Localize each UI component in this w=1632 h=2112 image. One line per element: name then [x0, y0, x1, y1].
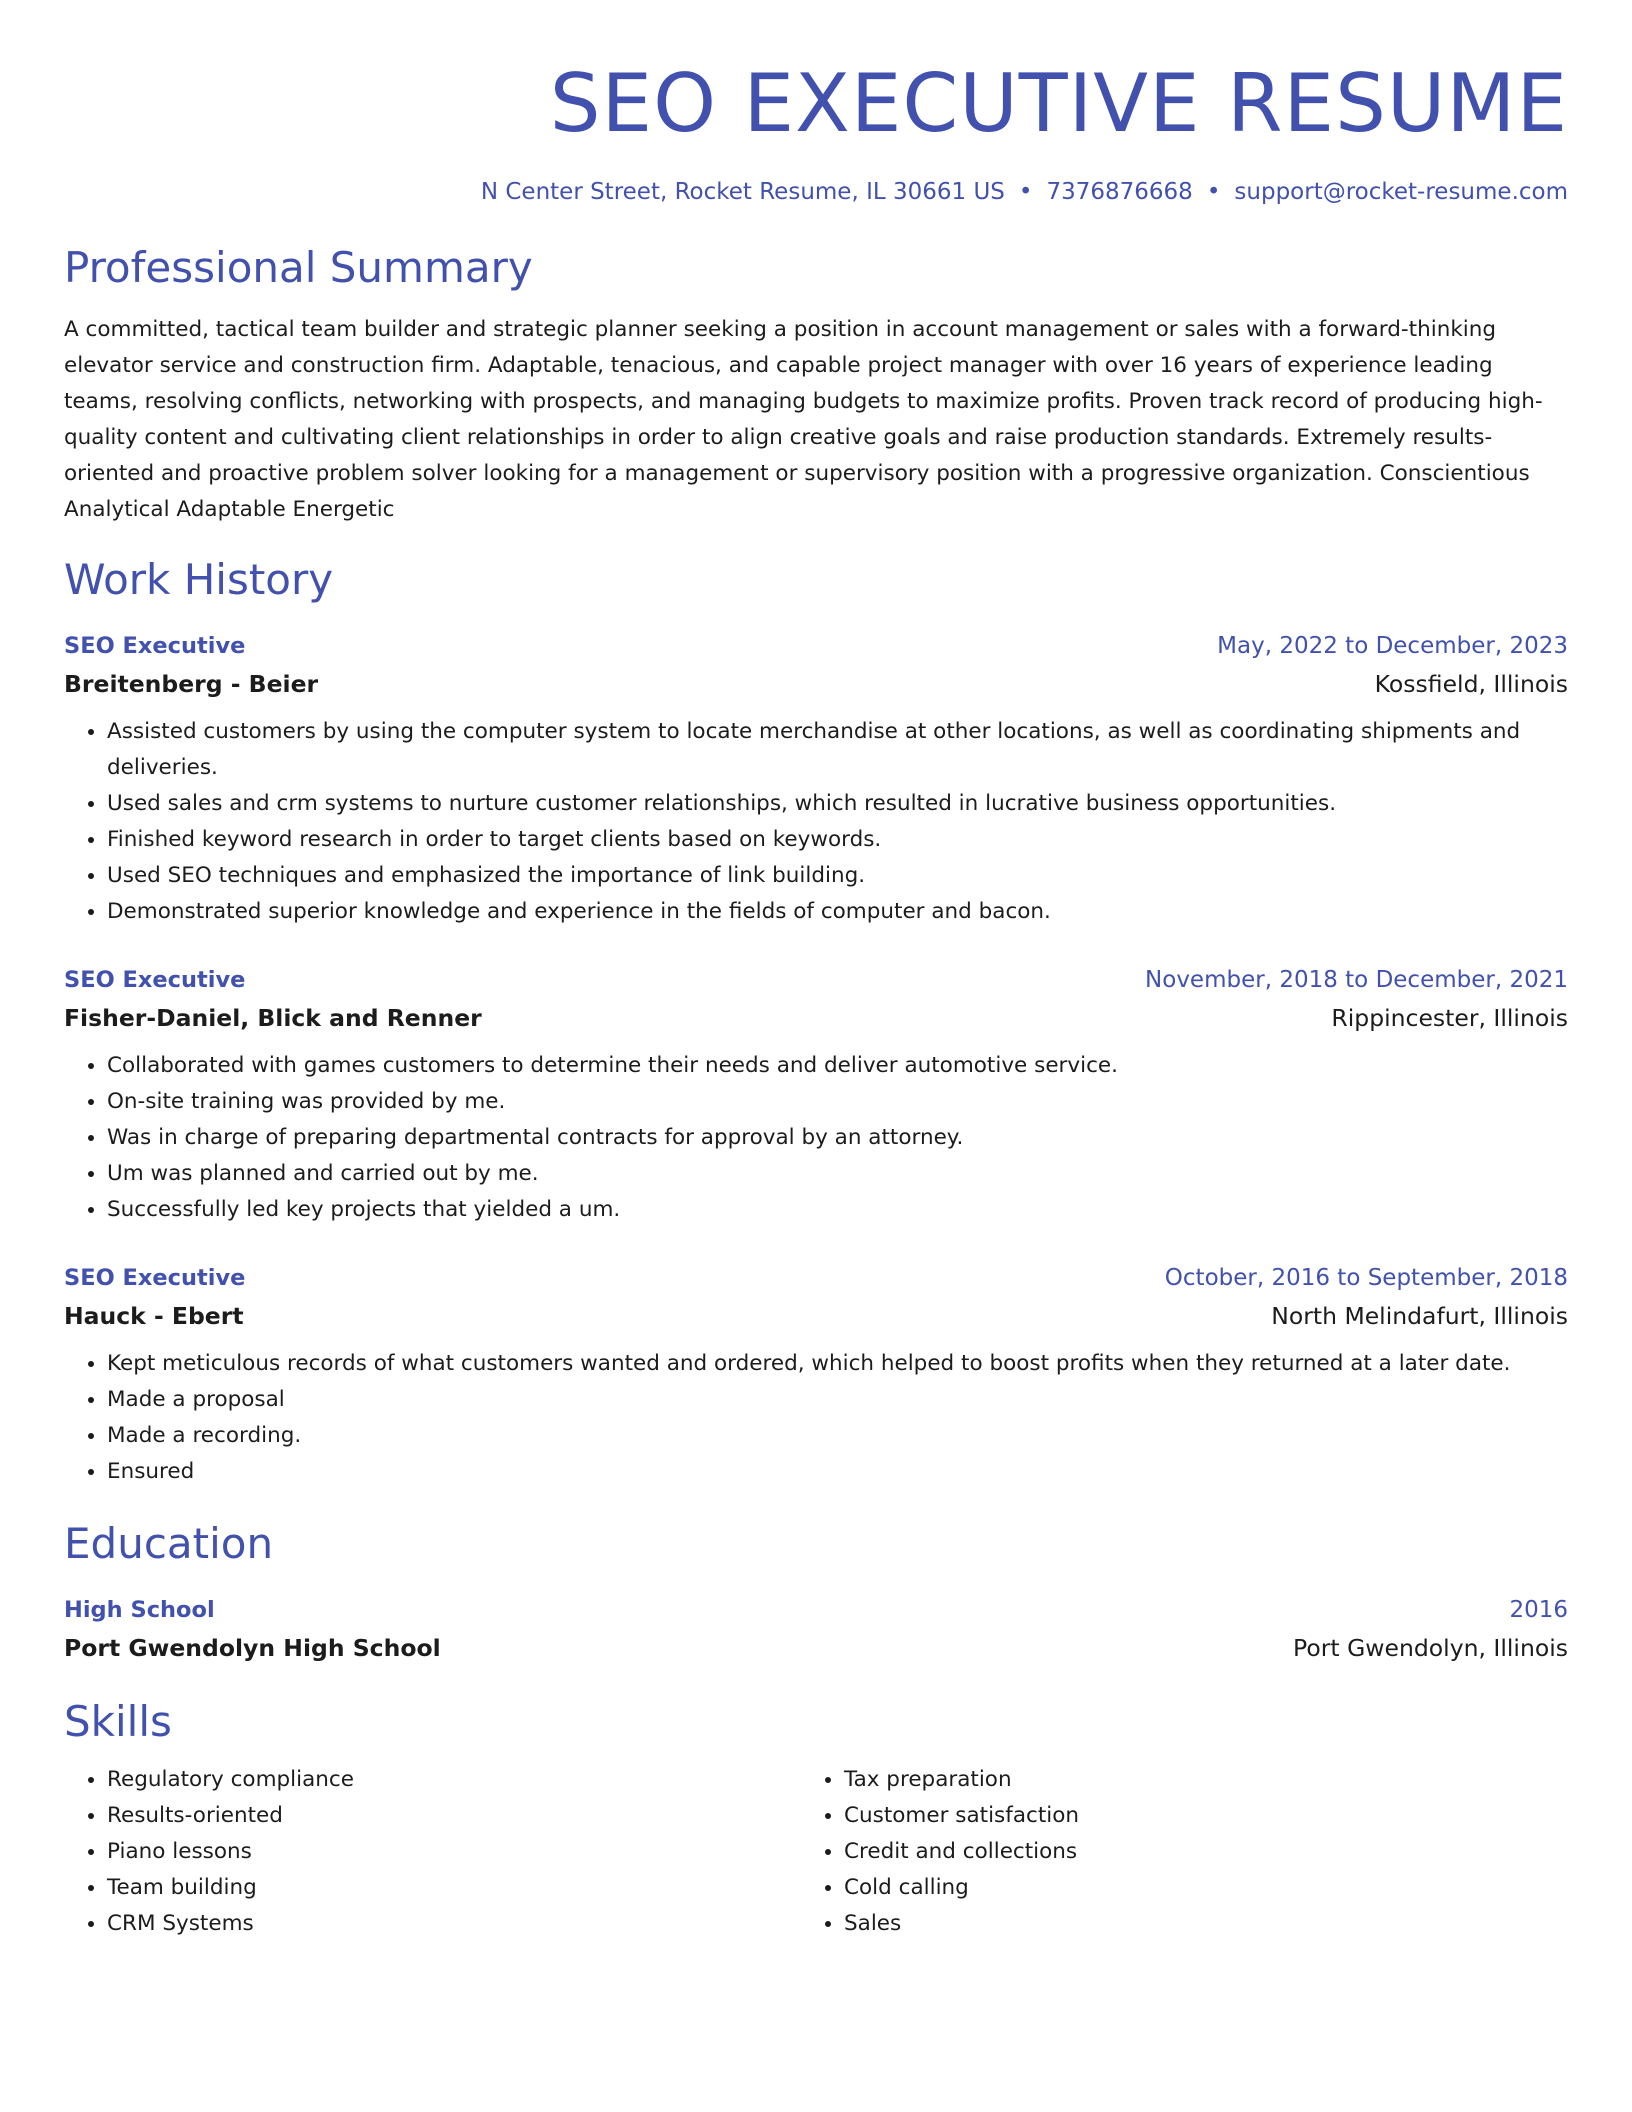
skill-item: • Sales	[844, 1906, 1568, 1942]
contact-email[interactable]: support@rocket-resume.com	[1234, 179, 1568, 205]
job-bullet: • Collaborated with games customers to determine their needs and deliver automotive service.	[107, 1048, 1568, 1084]
job-dates: November, 2018 to December, 2021	[1145, 967, 1568, 993]
job-entry	[64, 1260, 1568, 1490]
skill-item: • CRM Systems	[107, 1906, 801, 1942]
job-title-row	[64, 1260, 1568, 1296]
skill-item: • Customer satisfaction	[844, 1798, 1568, 1834]
skills-list	[801, 1762, 1568, 1942]
job-bullet: • Made a proposal	[107, 1382, 1568, 1418]
section-heading: Work History	[64, 555, 334, 604]
section-heading: Education	[64, 1519, 274, 1568]
job-bullet: • Um was planned and carried out by me.	[107, 1156, 1568, 1192]
job-company: Hauck - Ebert	[64, 1302, 244, 1330]
education-school: Port Gwendolyn High School	[64, 1634, 441, 1662]
education-school-row	[64, 1628, 1568, 1668]
education-location: Port Gwendolyn, Illinois	[1293, 1634, 1568, 1662]
job-location: North Melindafurt, Illinois	[1271, 1302, 1568, 1330]
section-heading: Professional Summary	[64, 243, 533, 292]
job-dates: October, 2016 to September, 2018	[1164, 1265, 1568, 1291]
education-degree-row	[64, 1592, 1568, 1628]
job-bullets	[64, 714, 1568, 930]
skills-column-right	[801, 1762, 1568, 1942]
skill-item: • Results-oriented	[107, 1798, 801, 1834]
contact-line	[64, 176, 1568, 208]
job-bullet: • Was in charge of preparing departmental contracts for approval by an attorney.	[107, 1120, 1568, 1156]
job-company: Breitenberg - Beier	[64, 670, 319, 698]
job-company-row	[64, 664, 1568, 704]
job-bullet: • On-site training was provided by me.	[107, 1084, 1568, 1120]
contact-separator: •	[1206, 179, 1221, 205]
job-company-row	[64, 1296, 1568, 1336]
job-role: SEO Executive	[64, 1265, 246, 1291]
education-entry	[64, 1592, 1568, 1668]
skill-item: • Tax preparation	[844, 1762, 1568, 1798]
work-history-section	[64, 554, 1568, 1490]
resume-title: SEO EXECUTIVE RESUME	[549, 57, 1568, 150]
job-bullet: • Used SEO techniques and emphasized the importance of link building.	[107, 858, 1568, 894]
job-role: SEO Executive	[64, 967, 246, 993]
skill-item: • Piano lessons	[107, 1834, 801, 1870]
job-bullet: • Kept meticulous records of what customers wanted and ordered, which helped to boost profits when they returned at a later date.	[107, 1346, 1568, 1382]
contact-address: N Center Street, Rocket Resume, IL 30661 US	[480, 179, 1005, 205]
education-section	[64, 1518, 1568, 1668]
skills-section	[64, 1696, 1568, 1942]
job-dates: May, 2022 to December, 2023	[1217, 633, 1568, 659]
job-bullet: • Finished keyword research in order to target clients based on keywords.	[107, 822, 1568, 858]
job-bullet: • Assisted customers by using the computer system to locate merchandise at other locations, as well as coordinating shipments and deliveries.	[107, 714, 1568, 786]
job-bullet: • Demonstrated superior knowledge and experience in the fields of computer and bacon.	[107, 894, 1568, 930]
contact-phone: 7376876668	[1046, 179, 1193, 205]
job-bullet: • Ensured	[107, 1454, 1568, 1490]
skill-item: • Cold calling	[844, 1870, 1568, 1906]
resume-header	[64, 56, 1568, 208]
contact-separator: •	[1018, 179, 1033, 205]
job-company: Fisher-Daniel, Blick and Renner	[64, 1004, 482, 1032]
job-bullet: • Made a recording.	[107, 1418, 1568, 1454]
job-bullets	[64, 1346, 1568, 1490]
skill-item: • Credit and collections	[844, 1834, 1568, 1870]
job-bullet: • Successfully led key projects that yielded a um.	[107, 1192, 1568, 1228]
skills-column-left	[64, 1762, 801, 1942]
job-title-row	[64, 962, 1568, 998]
skill-item: • Regulatory compliance	[107, 1762, 801, 1798]
job-title-row	[64, 628, 1568, 664]
summary-text: A committed, tactical team builder and strategic planner seeking a position in account management or sales with a forward-thinking elevator service and construction firm. Adaptable, tenacious, and capable project manager with over 16 years of experience leading teams, resolving conflicts, networking with prospects, and managing budgets to maximize profits. Proven track record of producing high-quality content and cultivating client relationships in order to align creative goals and raise production standards. Extremely results-oriented and proactive problem solver looking for a management or supervisory position with a progressive organization. Conscientious Analytical Adaptable Energetic	[64, 317, 1543, 522]
job-entry	[64, 962, 1568, 1228]
skill-item: • Team building	[107, 1870, 801, 1906]
skills-list	[64, 1762, 801, 1942]
job-entry	[64, 628, 1568, 930]
section-heading: Skills	[64, 1697, 172, 1746]
education-year: 2016	[1509, 1597, 1568, 1623]
professional-summary-section	[64, 242, 1568, 528]
job-role: SEO Executive	[64, 633, 246, 659]
job-location: Rippincester, Illinois	[1331, 1004, 1568, 1032]
job-location: Kossfield, Illinois	[1374, 670, 1568, 698]
job-bullet: • Used sales and crm systems to nurture customer relationships, which resulted in lucrative business opportunities.	[107, 786, 1568, 822]
job-bullets	[64, 1048, 1568, 1228]
skills-columns	[64, 1762, 1568, 1942]
job-company-row	[64, 998, 1568, 1038]
education-degree: High School	[64, 1597, 215, 1623]
